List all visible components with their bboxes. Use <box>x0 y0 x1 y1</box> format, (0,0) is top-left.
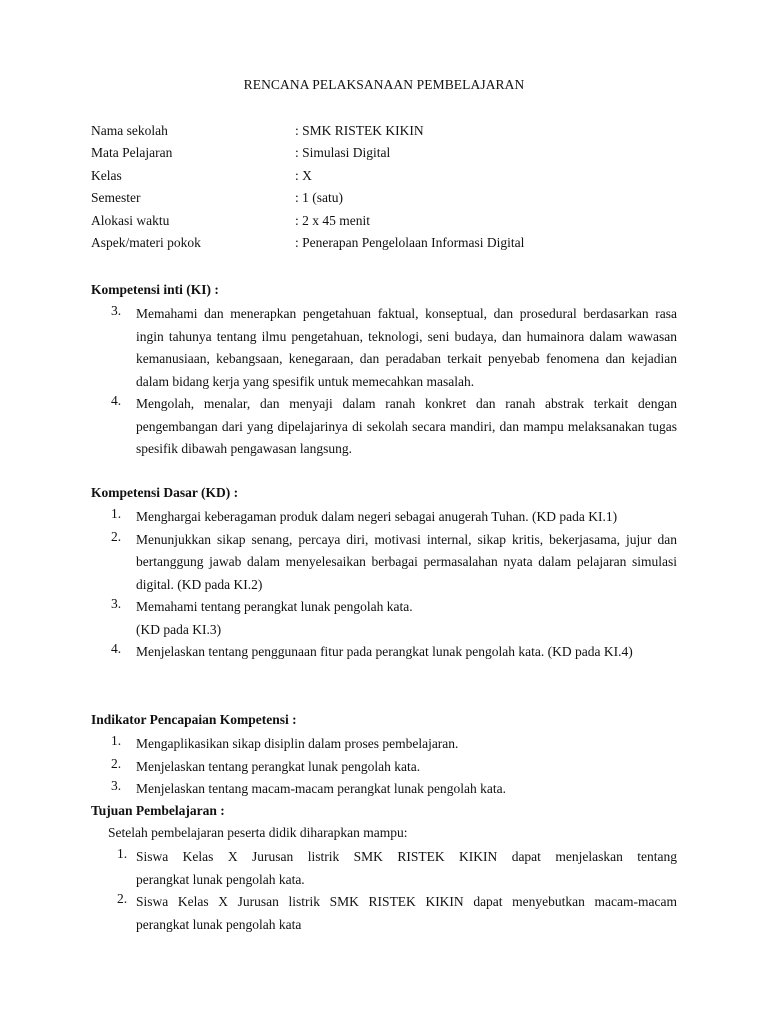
info-value: : SMK RISTEK KIKIN <box>295 123 424 138</box>
info-value: : 1 (satu) <box>295 190 343 206</box>
school-info-table <box>91 123 524 257</box>
item-number: 3. <box>111 596 122 611</box>
item-text-block <box>136 596 677 641</box>
tujuan-list <box>117 846 677 936</box>
item-text: Menjelaskan tentang penggunaan fitur pada perangkat lunak pengolah kata. (KD pada KI.4) <box>136 644 633 659</box>
info-label: Kelas <box>91 167 122 183</box>
info-label: Mata Pelajaran <box>91 145 173 161</box>
info-label: Aspek/materi pokok <box>91 234 201 250</box>
item-number: 3. <box>111 303 122 318</box>
kd-list <box>111 506 677 664</box>
list-item <box>111 303 677 393</box>
ipk-list <box>111 733 677 801</box>
info-label: Nama sekolah <box>91 123 168 138</box>
item-text: Mengaplikasikan sikap disiplin dalam proses pembelajaran. <box>136 736 459 751</box>
item-number: 1. <box>117 846 128 861</box>
item-number: 2. <box>117 891 128 906</box>
item-text-block <box>136 846 677 891</box>
item-text-continuation: perangkat lunak pengolah kata. <box>136 871 305 887</box>
item-text: Siswa Kelas X Jurusan listrik SMK RISTEK KIKIN dapat menyebutkan macam-macam <box>136 894 677 909</box>
item-text: Mengolah, menalar, dan menyaji dalam ranah konkret dan ranah abstrak terkait dengan pengembangan dari yang dipelajarinya di sekolah secara mandiri, dan mampu melaksanakan tugas spesifik dibawah pengawasan langsung. <box>136 396 677 456</box>
info-row-class <box>91 168 524 190</box>
item-text: Memahami dan menerapkan pengetahuan faktual, konseptual, dan prosedural berdasarkan rasa ingin tahunya tentang ilmu pengetahuan, teknologi, seni budaya, dan humainora dalam wawasan kemanusiaan, kebangsaan, kenegaraan, dan peradaban terkait penyebab fenomena dan kejadian dalam bidang kerja yang spesifik untuk memecahkan masalah. <box>136 306 677 389</box>
item-text-continuation: (KD pada KI.3) <box>136 621 222 637</box>
ki-heading: Kompetensi inti (KI) : <box>91 282 219 297</box>
list-item <box>111 529 677 597</box>
list-item <box>111 641 677 664</box>
list-item <box>111 506 677 529</box>
list-item <box>111 756 677 779</box>
item-number: 1. <box>111 506 122 521</box>
item-number: 2. <box>111 755 122 771</box>
item-text: Menjelaskan tentang perangkat lunak pengolah kata. <box>136 758 421 774</box>
item-number: 4. <box>111 393 122 408</box>
info-row-subject <box>91 145 524 167</box>
info-row-semester <box>91 190 524 212</box>
tujuan-heading: Tujuan Pembelajaran : <box>91 803 225 818</box>
list-item <box>111 733 677 756</box>
item-text: Memahami tentang perangkat lunak pengolah kata. <box>136 599 413 614</box>
kd-heading: Kompetensi Dasar (KD) : <box>91 485 239 500</box>
info-value: : X <box>295 167 312 183</box>
item-text: Menghargai keberagaman produk dalam negeri sebagai anugerah Tuhan. (KD pada KI.1) <box>136 509 618 524</box>
info-row-time <box>91 213 524 235</box>
list-item <box>111 596 677 641</box>
item-text: Menjelaskan tentang macam-macam perangkat lunak pengolah kata. <box>136 781 506 796</box>
item-text: Menunjukkan sikap senang, percaya diri, motivasi internal, sikap kritis, bekerjasama, jujur dan bertanggung jawab dalam menyelesaikan berbagai permasalahan nyata dalam pelajaran simulasi digital. (KD pada KI.2) <box>136 531 677 592</box>
document-title: RENCANA PELAKSANAAN PEMBELAJARAN <box>243 77 525 92</box>
info-row-school <box>91 123 524 145</box>
info-label: Semester <box>91 190 141 206</box>
list-item <box>117 846 677 891</box>
list-item <box>111 393 677 461</box>
item-number: 4. <box>111 641 122 656</box>
item-number: 3. <box>111 778 122 793</box>
list-item <box>117 891 677 936</box>
item-text-continuation: perangkat lunak pengolah kata <box>136 916 302 932</box>
info-value: : Simulasi Digital <box>295 145 391 161</box>
info-value: : Penerapan Pengelolaan Informasi Digital <box>295 234 525 250</box>
info-label: Alokasi waktu <box>91 212 170 228</box>
item-text-block <box>136 891 677 936</box>
info-row-topic <box>91 235 524 257</box>
info-value: : 2 x 45 menit <box>295 212 370 228</box>
ipk-heading: Indikator Pencapaian Kompetensi : <box>91 712 297 727</box>
tujuan-intro: Setelah pembelajaran peserta didik diharapkan mampu: <box>108 825 408 840</box>
ki-list <box>111 303 677 461</box>
item-text: Siswa Kelas X Jurusan listrik SMK RISTEK KIKIN dapat menjelaskan tentang <box>136 849 677 864</box>
list-item <box>111 778 677 801</box>
item-number: 2. <box>111 528 122 544</box>
item-number: 1. <box>111 733 122 748</box>
